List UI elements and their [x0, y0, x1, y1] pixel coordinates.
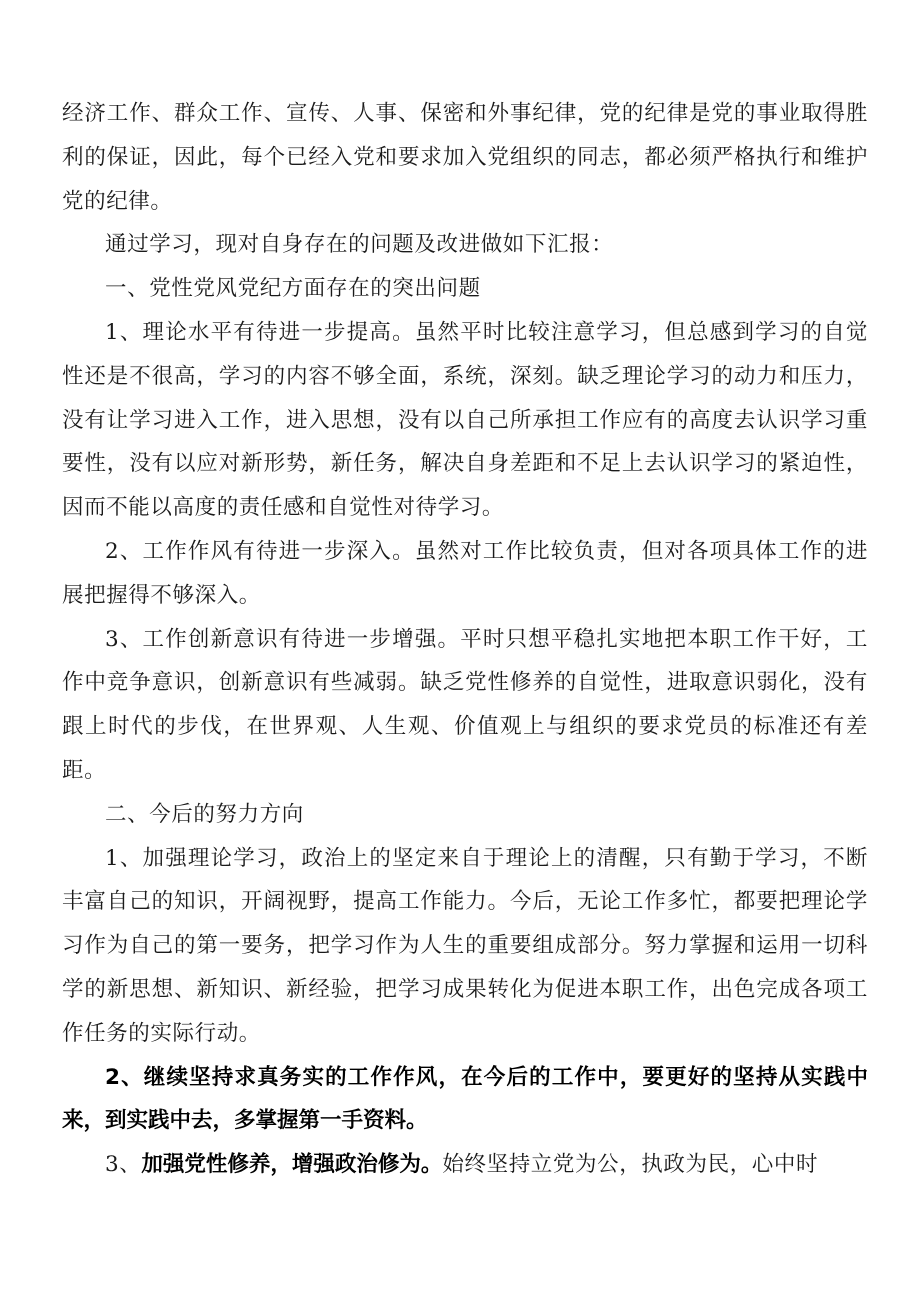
bold-lead-text: 加强党性修养，增强政治修为。: [141, 1152, 443, 1178]
paragraph-direction-workstyle: 2、继续坚持求真务实的工作作风，在今后的工作中，要更好的坚持从实践中来，到实践中去，多掌握第一手资料。: [62, 1064, 868, 1134]
heading-future-direction: 二、今后的努力方向: [105, 801, 304, 827]
paragraph-problem-theory: 1、理论水平有待进一步提高。虽然平时比较注意学习，但总感到学习的自觉性还是不很高，学习的内容不够全面，系统，深刻。缺乏理论学习的动力和压力，没有让学习进入工作，进入思想，没有以自己所承担工作应有的高度去认识学习重要性，没有以应对新形势，新任务，解决自身差距和不足上去认识学习的紧迫性，因而不能以高度的责任感和自觉性对待学习。: [62, 319, 868, 521]
item-number: 3、: [105, 1152, 142, 1178]
paragraph-report-intro: 通过学习，现对自身存在的问题及改进做如下汇报：: [105, 232, 614, 258]
paragraph-continuation: 始终坚持立党为公，执政为民，心中时: [442, 1152, 819, 1178]
paragraph-problem-workstyle: 2、工作作风有待进一步深入。虽然对工作比较负责，但对各项具体工作的进展把握得不够深入。: [62, 538, 868, 608]
document-body: [62, 92, 868, 1187]
paragraph-discipline-intro: 经济工作、群众工作、宣传、人事、保密和外事纪律，党的纪律是党的事业取得胜利的保证，因此，每个已经入党和要求加入党组织的同志，都必须严格执行和维护党的纪律。: [62, 101, 868, 214]
heading-problems: 一、党性党风党纪方面存在的突出问题: [105, 276, 481, 302]
paragraph-direction-party-spirit: [62, 1143, 868, 1187]
paragraph-problem-innovation: 3、工作创新意识有待进一步增强。平时只想平稳扎实地把本职工作干好，工作中竞争意识，创新意识有些减弱。缺乏党性修养的自觉性，进取意识弱化，没有跟上时代的步伐，在世界观、人生观、价值观上与组织的要求党员的标准还有差距。: [62, 626, 868, 783]
paragraph-direction-theory: 1、加强理论学习，政治上的坚定来自于理论上的清醒，只有勤于学习，不断丰富自己的知识，开阔视野，提高工作能力。今后，无论工作多忙，都要把理论学习作为自己的第一要务，把学习作为人生的重要组成部分。努力掌握和运用一切科学的新思想、新知识、新经验，把学习成果转化为促进本职工作，出色完成各项工作任务的实际行动。: [62, 845, 868, 1046]
